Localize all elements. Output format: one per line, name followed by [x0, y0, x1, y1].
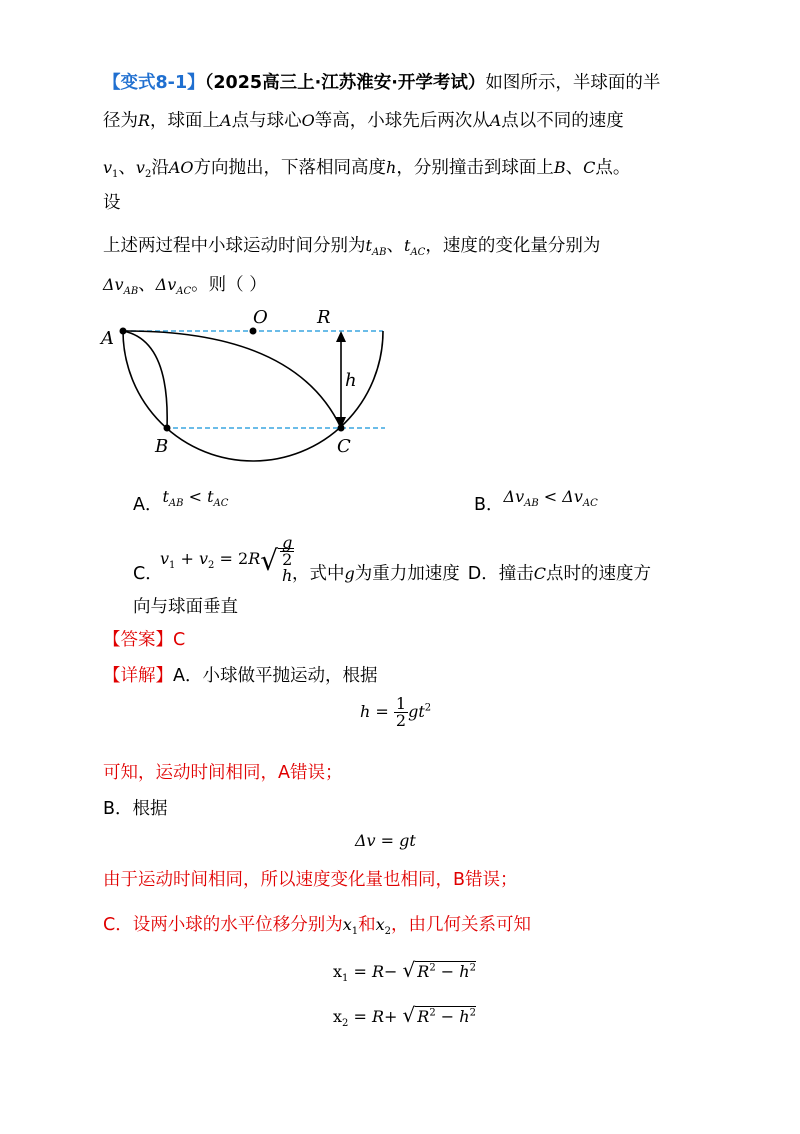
option-text: 为重力加速度: [354, 564, 460, 584]
question-text: ，分别撞击到球面上: [396, 158, 554, 178]
option-text: 点时的速度方: [545, 564, 651, 584]
explanation-line-1: [103, 663, 377, 689]
question-line-4: 设: [103, 193, 121, 213]
option-c: [133, 561, 163, 587]
math-subscript: AB: [524, 498, 539, 509]
math-symbol: R: [138, 111, 151, 130]
question-tag: 【变式8-1】: [103, 73, 205, 93]
option-label: D．: [467, 564, 499, 584]
hemisphere-figure: [95, 300, 395, 470]
math-symbol: Δv: [503, 487, 525, 506]
math-subscript: 2: [384, 926, 392, 937]
math-symbol: t: [404, 236, 411, 255]
math-symbol: C: [533, 564, 546, 583]
math-subscript: 2: [144, 169, 152, 180]
math-symbol: Δv: [103, 275, 124, 294]
question-text: 上述两过程中小球运动时间分别为: [103, 236, 366, 256]
math-symbol: v: [135, 158, 145, 177]
math-symbol: Δv: [562, 487, 583, 506]
label-h: h: [345, 370, 357, 391]
question-line-3: [103, 155, 630, 188]
option-text: 撞击: [498, 564, 534, 584]
math-symbol: h: [386, 158, 397, 177]
label-a: A: [101, 328, 114, 349]
label-c: C: [337, 436, 351, 457]
math-symbol: t: [365, 236, 372, 255]
question-text: 、: [118, 158, 136, 178]
math-symbol: t: [207, 487, 214, 506]
question-text: 。则（ ）: [191, 275, 267, 295]
math-subscript: AB: [371, 247, 387, 258]
question-text: ，球面上: [150, 111, 221, 131]
math-symbol: g: [344, 564, 355, 583]
answer-label: 【答案】: [103, 630, 173, 650]
math-symbol: t: [162, 487, 169, 506]
question-text: 点。: [595, 158, 631, 178]
question-text: ，速度的变化量分别为: [425, 236, 601, 256]
label-b: B: [155, 436, 169, 457]
formula-h-gt2: h = $\frac{1}{2}$ $gt^2$: [360, 694, 432, 730]
question-text: 沿: [151, 158, 169, 178]
math-subscript: AB: [123, 286, 139, 297]
trajectory-ab-outer: [123, 331, 167, 428]
question-line-1: [103, 70, 660, 96]
question-text: 、: [138, 275, 156, 295]
formula-x1: $x_1 = R-$ √ $R^2 - h^2$: [333, 958, 476, 985]
math-symbol: v: [103, 158, 113, 177]
point-o: [250, 328, 257, 335]
math-subscript: 1: [112, 169, 119, 180]
answer-line: [103, 627, 185, 653]
explanation-text: A．小球做平抛运动，根据: [173, 666, 378, 686]
explanation-line-2: 可知，运动时间相同，A错误；: [103, 763, 343, 783]
math-subscript: AC: [213, 498, 229, 509]
math-symbol: B: [553, 158, 566, 177]
question-text: 、: [386, 236, 405, 256]
option-text: ，式中: [292, 564, 345, 584]
question-text: 点与球心: [231, 111, 302, 131]
explanation-line-5: [103, 912, 531, 945]
question-text: 径为: [103, 111, 138, 131]
math-symbol: A: [489, 111, 502, 130]
question-text: 方向抛出，下落相同高度: [193, 158, 387, 178]
question-source: （2025高三上·江苏淮安·开学考试）: [204, 73, 486, 93]
label-o: O: [253, 307, 268, 328]
trajectory-ac: [123, 331, 341, 428]
option-c-text: [292, 561, 651, 587]
math-symbol: C: [583, 158, 596, 177]
label-r: R: [317, 307, 331, 328]
option-c-formula: $v_1 + v_2 = 2R√$ g 2 h: [160, 533, 293, 585]
point-a: [120, 328, 127, 335]
option-a: A．$t^{AB} < t^{AC}$: [133, 487, 229, 515]
point-c: [338, 425, 345, 432]
question-line-5: [103, 233, 600, 266]
question-text: 点以不同的速度: [501, 111, 624, 131]
math-subscript: 1: [351, 926, 359, 937]
explanation-text: 和: [358, 915, 376, 935]
height-arrow-head-top: [336, 331, 346, 342]
option-d-continued: 向与球面垂直: [133, 597, 238, 617]
explanation-label: 【详解】: [103, 666, 173, 686]
math-symbol: A: [220, 111, 232, 130]
option-label: B．: [474, 495, 504, 515]
question-text: 如图所示，半球面的半: [485, 73, 661, 93]
math-subscript: AC: [176, 286, 192, 297]
math-symbol: x: [342, 915, 352, 934]
explanation-line-3: B．根据: [103, 799, 168, 819]
explanation-line-4: 由于运动时间相同，所以速度变化量也相同，B错误；: [103, 870, 518, 890]
math-symbol: Δv: [155, 275, 177, 294]
formula-dv-gt: Δv = gt: [355, 831, 416, 850]
option-label: A．: [133, 495, 163, 515]
math-subscript: AC: [582, 498, 598, 509]
option-label: C．: [133, 564, 163, 584]
answer-value: C: [173, 630, 186, 650]
explanation-text: C．设两小球的水平位移分别为: [103, 915, 343, 935]
math-symbol: O: [301, 111, 315, 130]
explanation-text: ，由几何关系可知: [391, 915, 532, 935]
math-symbol: AO: [168, 158, 194, 177]
math-symbol: x: [375, 915, 385, 934]
option-b: B．$\Delta v^{AB} < \Delta v^{AC}$: [474, 487, 598, 515]
math-subscript: AB: [168, 498, 184, 509]
question-line-2: [103, 108, 624, 134]
math-subscript: AC: [410, 247, 426, 258]
point-b: [164, 425, 171, 432]
formula-x2: $x_2 = R+$ √ $R^2 - h^2$: [333, 1003, 476, 1030]
question-text: 等高，小球先后两次从: [314, 111, 490, 131]
question-text: 、: [565, 158, 584, 178]
